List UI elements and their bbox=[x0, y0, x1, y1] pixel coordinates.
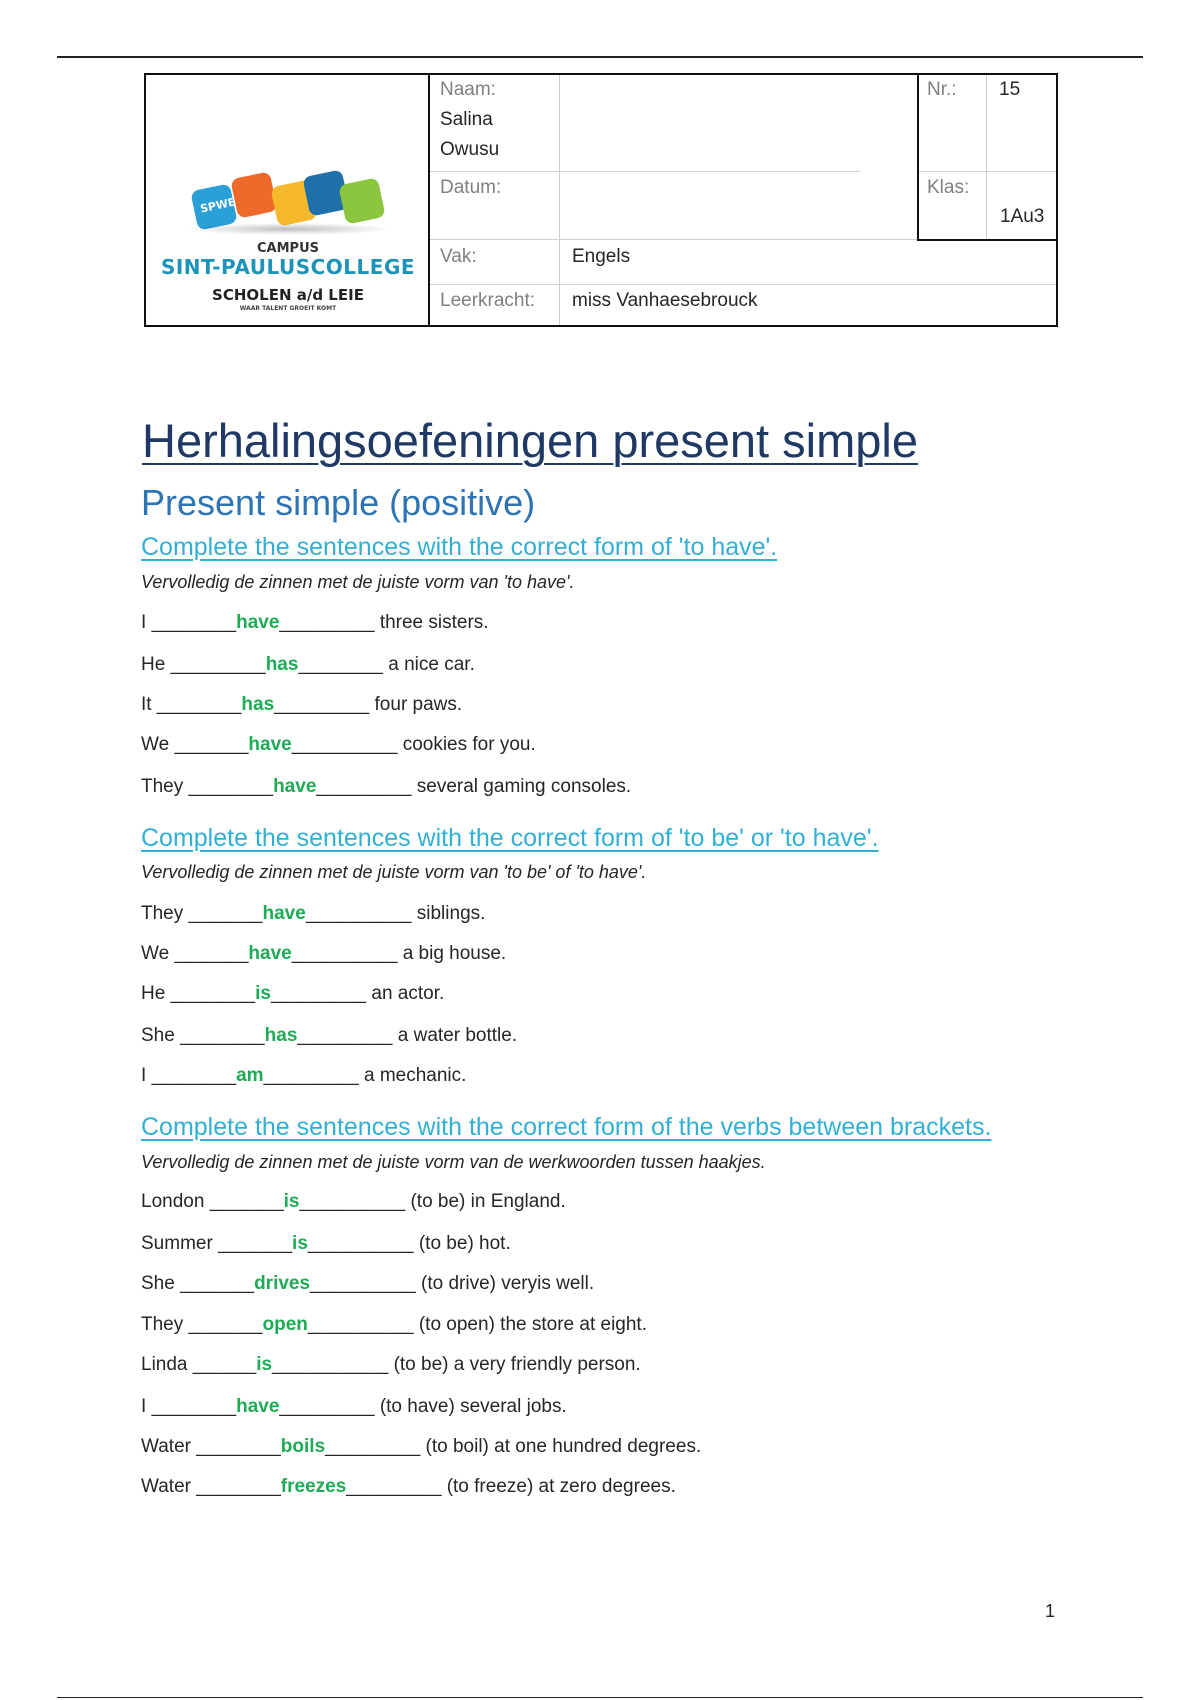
nr-value: 15 bbox=[999, 79, 1021, 100]
naam-value: Salina Owusu bbox=[440, 109, 500, 160]
blank-right: ___________ bbox=[272, 1354, 389, 1375]
exercise-line bbox=[141, 1353, 641, 1377]
sentence-rest: (to be) hot. bbox=[418, 1233, 511, 1254]
subject: She bbox=[141, 1025, 175, 1046]
sentence-rest: an actor. bbox=[371, 983, 445, 1004]
sentence-rest: (to drive) veryis well. bbox=[421, 1273, 595, 1294]
blank-right: __________ bbox=[310, 1273, 416, 1294]
page-title: Herhalingsoefeningen present simple bbox=[142, 414, 918, 467]
answer[interactable]: is bbox=[283, 1191, 300, 1212]
naam-label: Naam: bbox=[440, 79, 496, 100]
answer[interactable]: is bbox=[256, 1354, 273, 1375]
blank-left: ________ bbox=[151, 612, 237, 633]
blank-right: __________ bbox=[299, 1191, 406, 1212]
blank-left: _______ bbox=[209, 1191, 284, 1212]
nr-label: Nr.: bbox=[927, 79, 957, 100]
answer[interactable]: has bbox=[265, 654, 299, 675]
exercise-line bbox=[141, 902, 485, 926]
subject: She bbox=[141, 1273, 175, 1294]
blank-left: ________ bbox=[196, 1476, 281, 1497]
klas-value: 1Au3 bbox=[1000, 206, 1045, 227]
logo-tile-green bbox=[338, 177, 385, 224]
grid-line bbox=[430, 284, 1056, 285]
exercise-line bbox=[141, 1395, 567, 1419]
sentence-rest: several gaming consoles. bbox=[416, 776, 632, 797]
blank-right: _________ bbox=[316, 776, 412, 797]
blank-left: ________ bbox=[156, 694, 242, 715]
sentence-rest: (to have) several jobs. bbox=[379, 1396, 567, 1417]
top-rule bbox=[57, 56, 1143, 58]
sentence-rest: (to boil) at one hundred degrees. bbox=[425, 1436, 702, 1457]
exercise-line bbox=[141, 1024, 517, 1048]
blank-left: _______ bbox=[180, 1273, 255, 1294]
school-logo bbox=[146, 75, 430, 325]
datum-label: Datum: bbox=[440, 177, 502, 198]
subject: We bbox=[141, 943, 170, 964]
answer[interactable]: have bbox=[236, 612, 280, 633]
blank-right: _________ bbox=[270, 983, 367, 1004]
answer[interactable]: boils bbox=[280, 1436, 326, 1457]
exercise-2-instruction: Complete the sentences with the correct form of 'to be' or 'to have'. bbox=[141, 824, 879, 852]
blank-right: _________ bbox=[346, 1476, 442, 1497]
sentence-rest: (to freeze) at zero degrees. bbox=[446, 1476, 676, 1497]
exercise-line bbox=[141, 982, 444, 1006]
exercise-1-subtitle: Vervolledig de zinnen met de juiste vorm van 'to have'. bbox=[141, 572, 575, 592]
exercise-line bbox=[141, 733, 536, 757]
exercise-line bbox=[141, 611, 489, 635]
blank-right: __________ bbox=[291, 943, 398, 964]
exercise-3-instruction: Complete the sentences with the correct form of the verbs between brackets. bbox=[141, 1113, 992, 1141]
exercise-line bbox=[141, 1435, 701, 1459]
blank-right: ________ bbox=[298, 654, 383, 675]
leerkracht-label: Leerkracht: bbox=[440, 290, 536, 311]
blank-right: _________ bbox=[274, 694, 370, 715]
blank-left: _______ bbox=[188, 903, 263, 924]
exercise-line bbox=[141, 775, 631, 799]
exercise-line bbox=[141, 693, 462, 717]
blank-left: _______ bbox=[174, 943, 249, 964]
sentence-rest: (to open) the store at eight. bbox=[418, 1314, 647, 1335]
subject: I bbox=[141, 1396, 147, 1417]
logo-tile-orange bbox=[230, 171, 277, 218]
blank-right: _________ bbox=[325, 1436, 421, 1457]
exercise-line bbox=[141, 1272, 594, 1296]
answer[interactable]: has bbox=[264, 1025, 298, 1046]
leerkracht-value: miss Vanhaesebrouck bbox=[572, 290, 758, 311]
logo-shadow bbox=[184, 223, 394, 235]
answer[interactable]: has bbox=[241, 694, 275, 715]
subject: I bbox=[141, 612, 147, 633]
logo-line-school: SINT-PAULUSCOLLEGE bbox=[160, 255, 416, 279]
sentence-rest: cookies for you. bbox=[402, 734, 536, 755]
blank-left: ________ bbox=[151, 1396, 237, 1417]
answer[interactable]: is bbox=[255, 983, 271, 1004]
sentence-rest: (to be) in England. bbox=[410, 1191, 566, 1212]
blank-left: _______ bbox=[218, 1233, 293, 1254]
exercise-line bbox=[141, 1475, 676, 1499]
blank-right: __________ bbox=[307, 1233, 414, 1254]
blank-left: ________ bbox=[196, 1436, 281, 1457]
subject: They bbox=[141, 1314, 184, 1335]
subject: They bbox=[141, 776, 184, 797]
answer[interactable]: have bbox=[262, 903, 306, 924]
answer[interactable]: have bbox=[236, 1396, 280, 1417]
answer[interactable]: have bbox=[248, 734, 292, 755]
sentence-rest: four paws. bbox=[374, 694, 463, 715]
blank-right: __________ bbox=[291, 734, 398, 755]
blank-right: _________ bbox=[279, 1396, 375, 1417]
sentence-rest: a mechanic. bbox=[363, 1065, 467, 1086]
sentence-rest: a water bottle. bbox=[397, 1025, 518, 1046]
header-table bbox=[144, 73, 1058, 327]
subject: Linda bbox=[141, 1354, 188, 1375]
sentence-rest: a nice car. bbox=[388, 654, 475, 675]
exercise-line bbox=[141, 1064, 466, 1088]
exercise-line bbox=[141, 1190, 566, 1214]
grid-line bbox=[430, 171, 860, 172]
vak-label: Vak: bbox=[440, 246, 477, 267]
blank-right: _________ bbox=[297, 1025, 393, 1046]
bottom-rule bbox=[57, 1697, 1143, 1698]
logo-tagline: WAAR TALENT GROEIT KOMT bbox=[239, 305, 337, 312]
logo-badge: SPWE bbox=[199, 195, 237, 216]
subject: He bbox=[141, 983, 166, 1004]
subject: We bbox=[141, 734, 170, 755]
answer[interactable]: drives bbox=[254, 1273, 311, 1294]
blank-right: _________ bbox=[263, 1065, 359, 1086]
vak-value: Engels bbox=[572, 246, 631, 267]
blank-left: _______ bbox=[188, 1314, 263, 1335]
exercise-line bbox=[141, 942, 506, 966]
subject: He bbox=[141, 654, 166, 675]
subject: I bbox=[141, 1065, 147, 1086]
answer[interactable]: freezes bbox=[280, 1476, 347, 1497]
exercise-line bbox=[141, 1232, 511, 1256]
blank-left: ________ bbox=[170, 983, 256, 1004]
grid-line bbox=[559, 75, 560, 325]
exercise-line bbox=[141, 1313, 647, 1337]
subject: Summer bbox=[141, 1233, 213, 1254]
sentence-rest: siblings. bbox=[416, 903, 486, 924]
datum-value bbox=[562, 173, 578, 181]
blank-right: __________ bbox=[305, 903, 412, 924]
exercise-2-subtitle: Vervolledig de zinnen met de juiste vorm van 'to be' of 'to have'. bbox=[141, 862, 647, 882]
blank-right: __________ bbox=[307, 1314, 414, 1335]
blank-left: _______ bbox=[174, 734, 249, 755]
answer[interactable]: open bbox=[262, 1314, 308, 1335]
blank-right: _________ bbox=[279, 612, 375, 633]
logo-line-leie: SCHOLEN a/d LEIE bbox=[212, 286, 364, 304]
exercise-line bbox=[141, 653, 475, 677]
sentence-rest: three sisters. bbox=[379, 612, 489, 633]
sentence-rest: (to be) a very friendly person. bbox=[393, 1354, 641, 1375]
subject: London bbox=[141, 1191, 205, 1212]
blank-left: ______ bbox=[192, 1354, 257, 1375]
answer[interactable]: is bbox=[292, 1233, 308, 1254]
exercise-1-instruction: Complete the sentences with the correct form of 'to have'. bbox=[141, 533, 778, 561]
section-heading: Present simple (positive) bbox=[141, 482, 536, 523]
blank-left: ________ bbox=[188, 776, 274, 797]
klas-label: Klas: bbox=[927, 177, 970, 198]
exercise-3-subtitle: Vervolledig de zinnen met de juiste vorm van de werkwoorden tussen haakjes. bbox=[141, 1152, 766, 1172]
subject: Water bbox=[141, 1476, 191, 1497]
answer[interactable]: have bbox=[248, 943, 292, 964]
subject: They bbox=[141, 903, 184, 924]
answer[interactable]: am bbox=[236, 1065, 264, 1086]
sentence-rest: a big house. bbox=[402, 943, 507, 964]
blank-left: ________ bbox=[151, 1065, 237, 1086]
answer[interactable]: have bbox=[273, 776, 317, 797]
blank-left: ________ bbox=[180, 1025, 265, 1046]
logo-line-campus: CAMPUS bbox=[257, 241, 319, 256]
blank-left: _________ bbox=[170, 654, 266, 675]
subject: It bbox=[141, 694, 152, 715]
subject: Water bbox=[141, 1436, 191, 1457]
page-number: 1 bbox=[1045, 1601, 1056, 1621]
